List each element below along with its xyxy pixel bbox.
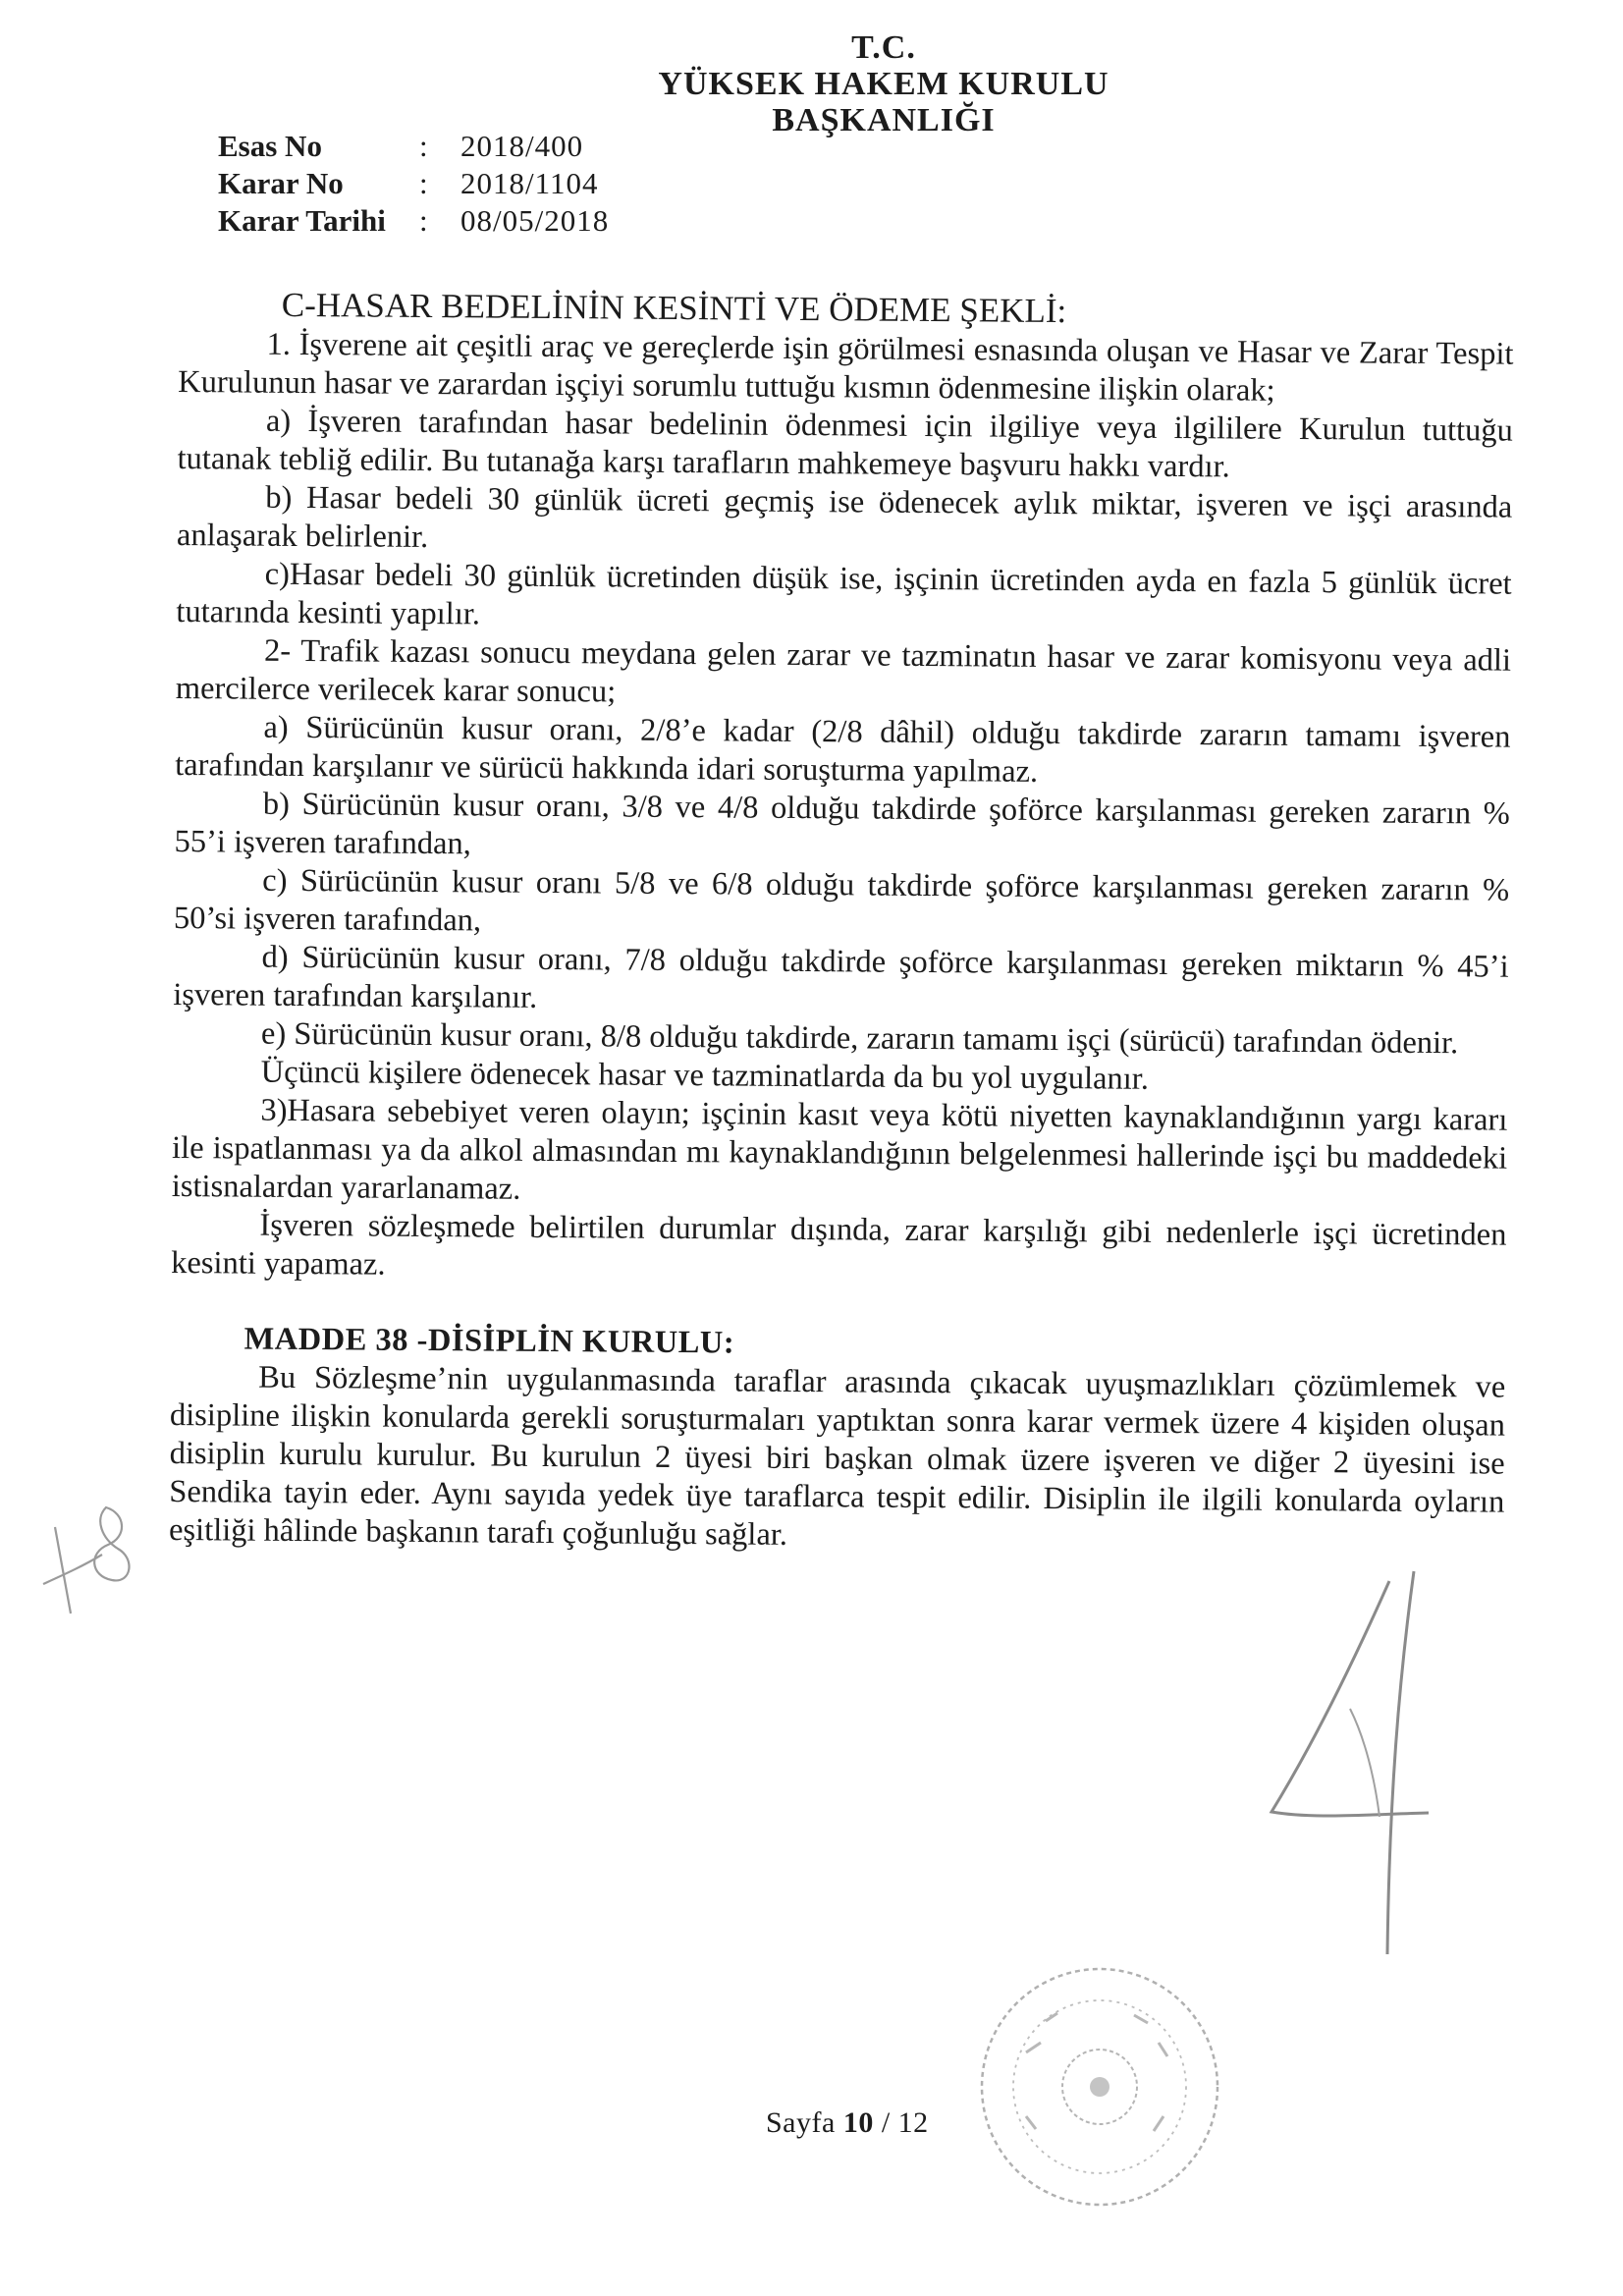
meta-row-esas <box>218 128 609 165</box>
paragraph: 2- Trafik kazası sonucu meydana gelen zarar ve tazminatın hasar ve zarar komisyonu veya adli mercilerce verilecek karar sonucu; <box>175 632 1512 710</box>
official-seal-stamp <box>957 1944 1242 2229</box>
paragraph: 3)Hasara sebebiyet veren olayın; işçinin kasıt veya kötü niyetten kaynaklandığının yargı kararı ile ispatlanması ya da alkol almasından mı kaynaklandığının belgelenmesi hallerinde işçi bu maddedeki istisnalardan yararlanamaz. <box>171 1092 1508 1207</box>
meta-value: 2018/400 <box>460 129 584 163</box>
paragraph: İşveren sözleşmede belirtilen durumlar dışında, zarar karşılığı gibi nedenlerle işçi ücretinden kesinti yapamaz. <box>171 1207 1507 1283</box>
section-title: C-HASAR BEDELİNİN KESİNTİ VE ÖDEME ŞEKLİ: <box>281 285 1067 331</box>
paragraph: b) Sürücünün kusur oranı, 3/8 ve 4/8 olduğu takdirde şoförce karşılanması gereken zararın % 55’i işveren tarafından, <box>174 786 1510 862</box>
header-tc: T.C. <box>851 29 916 66</box>
page-label: Sayfa <box>766 2106 836 2139</box>
article-title: MADDE 38 -DİSİPLİN KURULU: <box>243 1321 735 1361</box>
meta-sep: : <box>419 129 428 163</box>
total-pages: 12 <box>897 2106 929 2139</box>
meta-value: 08/05/2018 <box>460 203 610 238</box>
paragraph: a) İşveren tarafından hasar bedelinin ödenmesi için ilgiliye veya ilgililere Kurulun tuttuğu tutanak tebliğ edilir. Bu tutanağa karşı tarafların mahkemeye başvuru hakkı vardır. <box>177 403 1514 485</box>
paragraph: Üçüncü kişilere ödenecek hasar ve tazminatlarda da bu yol uygulanır. <box>260 1054 1150 1097</box>
paragraph: e) Sürücünün kusur oranı, 8/8 olduğu takdirde, zararın tamamı işçi (sürücü) tarafından ödenir. <box>260 1015 1459 1062</box>
paragraph: Bu Sözleşme’nin uygulanmasında taraflar arasında çıkacak uyuşmazlıkları çözümlemek ve disipline ilişkin konularda gerekli soruşturmaları yaptıktan sonra karar vermek üzere 4 kişiden oluşan disiplin kurulu kurulur. Bu kurulun 2 üyesi biri başkan olmak üzere işveren ve diğer 2 üyesini ise Sendika tayin eder. Aynı sayıda yedek üye taraflarca tespit edilir. Disiplin ile ilgili konularda oyların eşitliği hâlinde başkanın tarafı çoğunluğu sağlar. <box>168 1359 1506 1553</box>
document-body <box>169 285 1514 1560</box>
meta-row-karar <box>218 165 609 202</box>
paragraph: c)Hasar bedeli 30 günlük ücretinden düşük ise, işçinin ücretinden ayda en fazla 5 günlük ücret tutarında kesinti yapılır. <box>176 556 1512 632</box>
meta-sep: : <box>419 166 428 200</box>
document-header <box>628 29 1139 138</box>
paragraph: 1. İşverene ait çeşitli araç ve gereçlerde işin görülmesi esnasında oluşan ve Hasar ve Zarar Tespit Kurulunun hasar ve zarardan işçiyi sorumlu tuttuğu kısmın ödenmesine ilişkin olarak; <box>178 326 1514 409</box>
meta-label: Karar Tarihi <box>218 203 386 238</box>
meta-value: 2018/1104 <box>460 166 599 200</box>
signature-handwriting <box>1232 1561 1468 1974</box>
paragraph: b) Hasar bedeli 30 günlük ücreti geçmiş ise ödenecek aylık miktar, işveren ve işçi arasında anlaşarak belirlenir. <box>176 479 1513 556</box>
page-number <box>766 2106 929 2140</box>
meta-label: Esas No <box>218 129 322 163</box>
header-presidency: BAŞKANLIĞI <box>772 102 996 138</box>
paragraph: d) Sürücünün kusur oranı, 7/8 olduğu takdirde şoförce karşılanması gereken miktarın % 45’i işveren tarafından karşılanır. <box>173 939 1509 1015</box>
margin-initials-handwriting <box>37 1498 145 1625</box>
meta-sep: : <box>419 203 428 238</box>
meta-label: Karar No <box>218 166 344 200</box>
paragraph: c) Sürücünün kusur oranı 5/8 ve 6/8 olduğu takdirde şoförce karşılanması gereken zararın % 50’si işveren tarafından, <box>173 862 1510 939</box>
meta-row-tarih <box>218 202 609 240</box>
page-sep: / <box>881 2106 891 2139</box>
current-page: 10 <box>842 2106 874 2139</box>
paragraph: a) Sürücünün kusur oranı, 2/8’e kadar (2/8 dâhil) olduğu takdirde zararın tamamı işveren tarafından karşılanır ve sürücü hakkında idari soruşturma yapılmaz. <box>175 709 1511 790</box>
header-institution: YÜKSEK HAKEM KURULU <box>658 66 1109 102</box>
case-meta <box>218 128 609 240</box>
